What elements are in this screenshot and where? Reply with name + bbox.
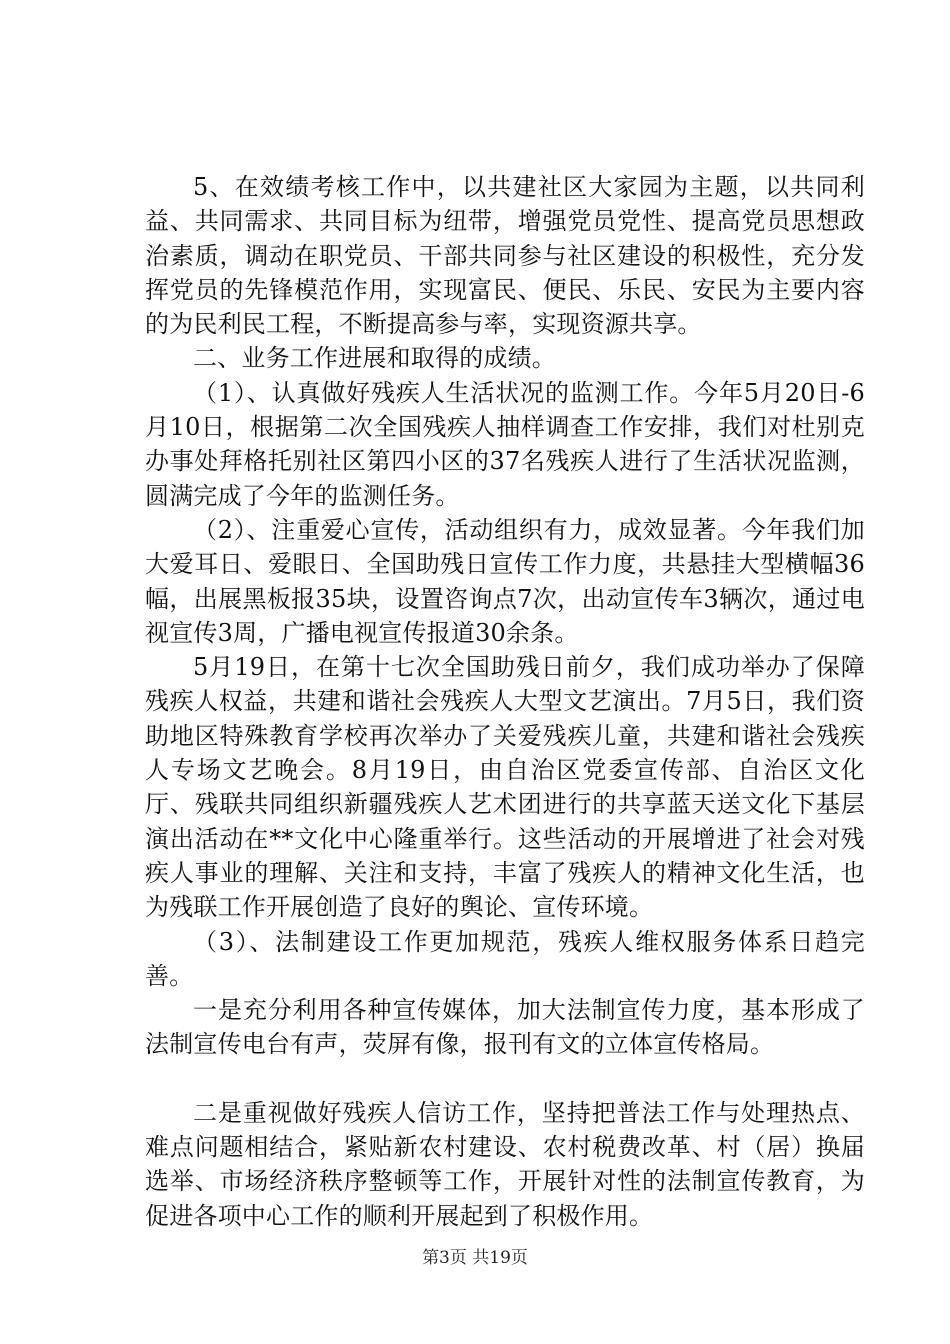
paragraph-media-publicity: 一是充分利用各种宣传媒体，加大法制宣传力度，基本形成了法制宣传电台有声，荧屏有像，报刊有文的立体宣传格局。 bbox=[145, 996, 865, 1059]
paragraph-petition-work: 二是重视做好残疾人信访工作，坚持把普法工作与处理热点、难点问题相结合，紧贴新农村建设、农村税费改革、村（居）换届选举、市场经济秩序整顿等工作，开展针对性的法制宣传教育，为促进各项中心工作的顺利开展起到了积极作用。 bbox=[145, 1098, 865, 1230]
paragraph-spacer bbox=[145, 1062, 865, 1096]
document-body bbox=[145, 170, 865, 1233]
paragraph-performance-assessment: 5、在效绩考核工作中，以共建社区大家园为主题，以共同利益、共同需求、共同目标为纽带，增强党员党性、提高党员思想政治素质，调动在职党员、干部共同参与社区建设的积极性，充分发挥党员的先锋模范作用，实现富民、便民、乐民、安民为主要内容的为民利民工程，不断提高参与率，实现资源共享。 bbox=[145, 173, 865, 339]
page-number-footer: 第3页 共19页 bbox=[422, 1248, 528, 1268]
paragraph-cultural-events: 5月19日，在第十七次全国助残日前夕，我们成功举办了保障残疾人权益，共建和谐社会残疾人大型文艺演出。7月5日，我们资助地区特殊教育学校再次举办了关爱残疾儿童，共建和谐社会残疾人专场文艺晚会。8月19日，由自治区党委宣传部、自治区文化厅、残联共同组织新疆残疾人艺术团进行的共享蓝天送文化下基层演出活动在**文化中心隆重举行。这些活动的开展增进了社会对残疾人事业的理解、关注和支持，丰富了残疾人的精神文化生活，也为残联工作开展创造了良好的舆论、宣传环境。 bbox=[145, 653, 865, 922]
paragraph-legal-system: （3）、法制建设工作更加规范，残疾人维权服务体系日趋完善。 bbox=[145, 927, 865, 990]
section-heading-business-progress: 二、业务工作进展和取得的成绩。 bbox=[193, 344, 556, 373]
paragraph-monitoring-work: （1）、认真做好残疾人生活状况的监测工作。今年5月20日-6月10日，根据第二次全国残疾人抽样调查工作安排，我们对杜别克办事处拜格托别社区第四小区的37名残疾人进行了生活状况监测，圆满完成了今年的监测任务。 bbox=[145, 378, 865, 510]
paragraph-publicity-work: （2）、注重爱心宣传，活动组织有力，成效显著。今年我们加大爱耳日、爱眼日、全国助残日宣传工作力度，共悬挂大型横幅36幅，出展黑板报35块，设置咨询点7次，出动宣传车3辆次，通过电视宣传3周，广播电视宣传报道30余条。 bbox=[145, 515, 865, 647]
